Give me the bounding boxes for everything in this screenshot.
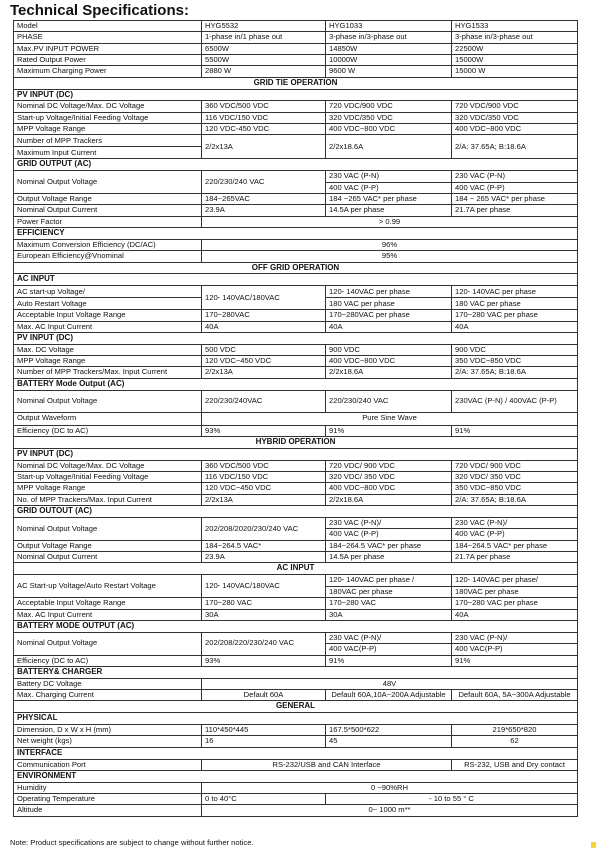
spec-value-line: 400 VAC (P-P) <box>452 182 577 192</box>
spec-row <box>14 666 578 678</box>
spec-value: 14.5A per phase <box>326 205 452 216</box>
spec-value: 184~264.5 VAC* per phase <box>326 540 452 551</box>
spec-label: MPP Voltage Range <box>14 356 202 367</box>
spec-row <box>14 378 578 390</box>
spec-value: 720 VDC/900 VDC <box>452 101 578 112</box>
spec-label: Maximum Charging Power <box>14 66 202 77</box>
spec-row <box>14 448 578 460</box>
spec-row <box>14 32 578 43</box>
spec-value: 10000W <box>326 55 452 66</box>
spec-value: - 10 to 55 ° C <box>326 794 578 805</box>
spec-value-line: 180VAC per phase <box>452 586 577 596</box>
spec-row <box>14 412 578 425</box>
spec-value: 21.7A per phase <box>452 205 578 216</box>
spec-value: 116 VDC/150 VDC <box>202 471 326 482</box>
section-header: GRID OUTPUT (AC) <box>14 159 578 171</box>
spec-label: Nominal DC Voltage/Max. DC Voltage <box>14 101 202 112</box>
spec-label: Operating Temperature <box>14 794 202 805</box>
spec-label: Power Factor <box>14 216 202 227</box>
spec-row <box>14 713 578 725</box>
spec-label: Altitude <box>14 805 202 816</box>
spec-value: 110*450*445 <box>202 725 326 736</box>
corner-mark <box>591 842 596 848</box>
spec-value: 350 VDC~850 VDC <box>452 483 578 494</box>
section-header: INTERFACE <box>14 747 578 759</box>
spec-value: 40A <box>452 321 578 332</box>
page-title: Technical Specifications: <box>10 2 189 19</box>
spec-value: 2880 W <box>202 66 326 77</box>
spec-label: Number of MPP Trackers/Max. Input Current <box>14 367 202 378</box>
spec-row <box>14 344 578 355</box>
spec-label: Efficiency (DC to AC) <box>14 655 202 666</box>
section-header: BATTERY MODE OUTPUT (AC) <box>14 620 578 632</box>
spec-label: Nominal DC Voltage/Max. DC Voltage <box>14 460 202 471</box>
spec-value: 320 VDC/ 350 VDC <box>452 471 578 482</box>
spec-value: HYG1033 <box>326 21 452 32</box>
spec-row <box>14 794 578 805</box>
spec-label: MPP Voltage Range <box>14 124 202 135</box>
spec-label: Start-up Voltage/Initial Feeding Voltage <box>14 112 202 123</box>
spec-value: 23.9A <box>202 552 326 563</box>
spec-value-line: 120- 140VAC per phase/ <box>455 575 539 585</box>
spec-row <box>14 159 578 171</box>
spec-row <box>14 55 578 66</box>
spec-value: 170~280 VAC per phase <box>452 310 578 321</box>
spec-value <box>452 517 578 540</box>
spec-value: 2/A: 37.65A; B:18.6A <box>452 367 578 378</box>
spec-row <box>14 690 578 701</box>
spec-row <box>14 759 578 770</box>
spec-row <box>14 805 578 816</box>
spec-value: 0 ~90%RH <box>202 782 578 793</box>
spec-label: AC start-up Voltage/ <box>14 286 202 298</box>
spec-value: 184~264.5 VAC* per phase <box>452 540 578 551</box>
spec-value: 0 to 40°C <box>202 794 326 805</box>
spec-value: 720 VDC/ 900 VDC <box>452 460 578 471</box>
spec-label: Nominal Output Current <box>14 205 202 216</box>
spec-value: 16 <box>202 736 326 747</box>
spec-label: Efficiency (DC to AC) <box>14 425 202 436</box>
spec-row <box>14 239 578 250</box>
spec-table-body <box>14 21 578 817</box>
spec-label: Output Voltage Range <box>14 540 202 551</box>
spec-label: No. of MPP Trackers/Max. Input Current <box>14 494 202 505</box>
spec-value: 30A <box>202 609 326 620</box>
spec-value: 2/2x13A <box>202 494 326 505</box>
spec-label: European Efficiency@Vnominal <box>14 251 202 262</box>
spec-row <box>14 356 578 367</box>
spec-value: 40A <box>452 609 578 620</box>
spec-row <box>14 274 578 286</box>
spec-value: 22500W <box>452 43 578 54</box>
spec-value: 1-phase in/1 phase out <box>202 32 326 43</box>
spec-value: 48V <box>202 678 578 689</box>
spec-table <box>13 20 578 817</box>
spec-value: 2/2x18.6A <box>326 367 452 378</box>
spec-value: 120- 140VAC/180VAC <box>202 286 326 310</box>
spec-value: Pure Sine Wave <box>202 412 578 425</box>
spec-value <box>452 632 578 655</box>
spec-value: 14850W <box>326 43 452 54</box>
spec-row <box>14 205 578 216</box>
spec-value: 95% <box>202 251 578 262</box>
spec-row <box>14 575 578 598</box>
spec-value: 2/2x18.6A <box>326 494 452 505</box>
section-header: BATTERY& CHARGER <box>14 666 578 678</box>
spec-value: 184~264.5 VAC* <box>202 540 326 551</box>
spec-value: 360 VDC/500 VDC <box>202 460 326 471</box>
spec-row <box>14 332 578 344</box>
spec-value: 2/A: 37.65A; B:18.6A <box>452 494 578 505</box>
spec-row <box>14 770 578 782</box>
spec-value: 120- 140VAC per phase <box>452 286 578 298</box>
spec-label: Nominal Output Current <box>14 552 202 563</box>
spec-label: MPP Voltage Range <box>14 483 202 494</box>
spec-row <box>14 89 578 101</box>
spec-label: Maximum Conversion Efficiency (DC/AC) <box>14 239 202 250</box>
spec-row <box>14 701 578 713</box>
spec-value <box>452 171 578 194</box>
spec-value: 360 VDC/500 VDC <box>202 101 326 112</box>
spec-value-line: 180VAC per phase <box>326 586 451 596</box>
spec-row <box>14 66 578 77</box>
spec-value: Default 60A <box>202 690 326 701</box>
spec-value-line: 230 VAC (P-N)/ <box>329 517 382 527</box>
spec-value: 170~280 VAC <box>202 598 326 609</box>
spec-value: 93% <box>202 655 326 666</box>
spec-value: 900 VDC <box>326 344 452 355</box>
spec-label: Acceptable Input Voltage Range <box>14 598 202 609</box>
spec-value: 96% <box>202 239 578 250</box>
spec-row <box>14 43 578 54</box>
spec-value: 170~280 VAC <box>326 598 452 609</box>
spec-value-line: 400 VAC (P-P) <box>452 528 577 538</box>
spec-value: 180 VAC per phase <box>326 298 452 310</box>
spec-value: 900 VDC <box>452 344 578 355</box>
operation-mode-header: GENERAL <box>14 701 578 713</box>
spec-row <box>14 425 578 436</box>
spec-row <box>14 251 578 262</box>
spec-value-line: 230 VAC (P-N) <box>455 171 506 181</box>
spec-value: 5500W <box>202 55 326 66</box>
section-header: GRID OUTOUT (AC) <box>14 505 578 517</box>
spec-label: Nominal Output Voltage <box>14 632 202 655</box>
spec-value: HYG5532 <box>202 21 326 32</box>
spec-value: 320 VDC/ 350 VDC <box>326 471 452 482</box>
spec-value: 23.9A <box>202 205 326 216</box>
spec-label: Max. Charging Current <box>14 690 202 701</box>
spec-value: 93% <box>202 425 326 436</box>
spec-row <box>14 563 578 575</box>
spec-value: 120 VDC-450 VDC <box>202 124 326 135</box>
spec-row <box>14 228 578 240</box>
spec-row <box>14 655 578 666</box>
spec-value: 120- 140VAC per phase <box>326 286 452 298</box>
spec-value: HYG1533 <box>452 21 578 32</box>
section-header: BATTERY Mode Output (AC) <box>14 378 578 390</box>
spec-value: 0~ 1000 m** <box>202 805 578 816</box>
spec-row <box>14 725 578 736</box>
spec-value: 3-phase in/3-phase out <box>452 32 578 43</box>
spec-row <box>14 112 578 123</box>
spec-value: 2/2x13A <box>202 367 326 378</box>
spec-row <box>14 620 578 632</box>
spec-value: 120 VDC~450 VDC <box>202 356 326 367</box>
spec-value: 220/230/240 VAC <box>202 171 326 194</box>
spec-row <box>14 483 578 494</box>
spec-row <box>14 216 578 227</box>
spec-label: Communication Port <box>14 759 202 770</box>
spec-value: 91% <box>326 655 452 666</box>
spec-label: Acceptable Input Voltage Range <box>14 310 202 321</box>
spec-value-line: 400 VAC(P-P) <box>326 643 451 653</box>
spec-value: 220/230/240VAC <box>202 390 326 412</box>
spec-label: Auto Restart Voltage <box>14 298 202 310</box>
spec-label: Nominal Output Voltage <box>14 171 202 194</box>
spec-value: 170~280 VAC per phase <box>452 598 578 609</box>
spec-value: 400 VDC~800 VDC <box>452 124 578 135</box>
spec-value <box>452 575 578 598</box>
spec-value: 500 VDC <box>202 344 326 355</box>
spec-row <box>14 194 578 205</box>
spec-value: 219*650*820 <box>452 725 578 736</box>
spec-label: Number of MPP Trackers <box>14 135 202 147</box>
spec-value: 91% <box>452 425 578 436</box>
spec-value: 167.5*500*622 <box>326 725 452 736</box>
spec-value: 30A <box>326 609 452 620</box>
spec-label: Net weight (kgs) <box>14 736 202 747</box>
spec-value-line: 400 VAC (P-P) <box>326 182 451 192</box>
spec-label: Output Waveform <box>14 412 202 425</box>
spec-value: 184~265VAC <box>202 194 326 205</box>
section-header: EFFICIENCY <box>14 228 578 240</box>
spec-value <box>326 632 452 655</box>
spec-row <box>14 471 578 482</box>
spec-value: 120 VDC~450 VDC <box>202 483 326 494</box>
spec-value-line: 230 VAC (P-N) <box>329 171 380 181</box>
spec-value: RS-232, USB and Dry contact <box>452 759 578 770</box>
footnote: Note: Product specifications are subject to change without further notice. <box>10 838 254 847</box>
spec-row <box>14 262 578 274</box>
spec-label: AC Start-up Voltage/Auto Restart Voltage <box>14 575 202 598</box>
section-header: PV INPUT (DC) <box>14 332 578 344</box>
spec-value: 400 VDC~800 VDC <box>326 483 452 494</box>
spec-row <box>14 286 578 298</box>
spec-value: 120- 140VAC/180VAC <box>202 575 326 598</box>
spec-row <box>14 21 578 32</box>
spec-value: 40A <box>326 321 452 332</box>
spec-value: 3-phase in/3-phase out <box>326 32 452 43</box>
spec-value: 9600 W <box>326 66 452 77</box>
spec-value: 21.7A per phase <box>452 552 578 563</box>
operation-mode-header: HYBRID OPERATION <box>14 436 578 448</box>
spec-row <box>14 505 578 517</box>
spec-row <box>14 77 578 89</box>
spec-row <box>14 367 578 378</box>
spec-label: Output Voltage Range <box>14 194 202 205</box>
spec-value: 2/2x18.6A <box>326 135 452 159</box>
spec-row <box>14 124 578 135</box>
spec-row <box>14 494 578 505</box>
spec-row <box>14 517 578 540</box>
spec-row <box>14 598 578 609</box>
operation-mode-header: OFF GRID OPERATION <box>14 262 578 274</box>
spec-row <box>14 747 578 759</box>
spec-value: 202/208/220/230/240 VAC <box>202 632 326 655</box>
spec-value: 15000W <box>452 55 578 66</box>
spec-row <box>14 736 578 747</box>
spec-value: 230VAC (P-N) / 400VAC (P-P) <box>452 390 578 412</box>
spec-value: 202/208/2020/230/240 VAC <box>202 517 326 540</box>
spec-value-line: 120- 140VAC per phase / <box>329 575 415 585</box>
spec-row <box>14 135 578 147</box>
spec-value: 170~280VAC <box>202 310 326 321</box>
spec-value: 40A <box>202 321 326 332</box>
spec-value: 2/A: 37.65A; B:18.6A <box>452 135 578 159</box>
spec-label: Nominal Output Voltage <box>14 390 202 412</box>
spec-label: Max.PV INPUT POWER <box>14 43 202 54</box>
spec-label: Dimension, D x W x H (mm) <box>14 725 202 736</box>
section-header: PV INPUT (DC) <box>14 89 578 101</box>
spec-value-line: 230 VAC (P-N)/ <box>329 632 382 642</box>
spec-value-line: 230 VAC (P-N)/ <box>455 517 508 527</box>
spec-value: 400 VDC~800 VDC <box>326 124 452 135</box>
spec-value: 91% <box>452 655 578 666</box>
spec-value <box>326 575 452 598</box>
section-header: ENVIRONMENT <box>14 770 578 782</box>
spec-label: Maximum Input Current <box>14 147 202 159</box>
spec-value: 720 VDC/900 VDC <box>326 101 452 112</box>
spec-label: Max. AC Input Current <box>14 321 202 332</box>
spec-label: Max. DC Voltage <box>14 344 202 355</box>
spec-label: Start-up Voltage/Initial Feeding Voltage <box>14 471 202 482</box>
spec-value: 220/230/240 VAC <box>326 390 452 412</box>
spec-label: Rated Output Power <box>14 55 202 66</box>
spec-value: RS-232/USB and CAN Interface <box>202 759 452 770</box>
spec-value: 170~280VAC per phase <box>326 310 452 321</box>
spec-value: 350 VDC~850 VDC <box>452 356 578 367</box>
spec-value: Default 60A, 5A~300A Adjustable <box>452 690 578 701</box>
spec-row <box>14 678 578 689</box>
spec-value: 180 VAC per phase <box>452 298 578 310</box>
spec-value-line: 230 VAC (P-N)/ <box>455 632 508 642</box>
spec-value: 2/2x13A <box>202 135 326 159</box>
spec-row <box>14 540 578 551</box>
spec-label: Max. AC Input Current <box>14 609 202 620</box>
spec-value: 320 VDC/350 VDC <box>326 112 452 123</box>
spec-value: 116 VDC/150 VDC <box>202 112 326 123</box>
spec-value: 320 VDC/350 VDC <box>452 112 578 123</box>
spec-row <box>14 321 578 332</box>
spec-value: 6500W <box>202 43 326 54</box>
spec-row <box>14 632 578 655</box>
spec-label: Model <box>14 21 202 32</box>
spec-value-line: 400 VAC(P-P) <box>452 643 577 653</box>
spec-value-line: 400 VAC (P-P) <box>326 528 451 538</box>
spec-row <box>14 101 578 112</box>
spec-label: PHASE <box>14 32 202 43</box>
spec-value: 62 <box>452 736 578 747</box>
spec-value <box>326 171 452 194</box>
spec-row <box>14 310 578 321</box>
operation-mode-header: AC INPUT <box>14 563 578 575</box>
spec-value: 15000 W <box>452 66 578 77</box>
spec-row <box>14 436 578 448</box>
spec-row <box>14 609 578 620</box>
spec-label: Battery DC Voltage <box>14 678 202 689</box>
spec-value: 184 ~265 VAC* per phase <box>326 194 452 205</box>
spec-row <box>14 390 578 412</box>
section-header: PV INPUT (DC) <box>14 448 578 460</box>
spec-value: 184 ~ 265 VAC* per phase <box>452 194 578 205</box>
spec-label: Nominal Output Voltage <box>14 517 202 540</box>
section-header: PHYSICAL <box>14 713 578 725</box>
spec-row <box>14 552 578 563</box>
section-header: AC INPUT <box>14 274 578 286</box>
spec-value: 400 VDC~800 VDC <box>326 356 452 367</box>
spec-value: 720 VDC/ 900 VDC <box>326 460 452 471</box>
spec-row <box>14 460 578 471</box>
spec-value: > 0.99 <box>202 216 578 227</box>
spec-label: Humidity <box>14 782 202 793</box>
spec-value: Default 60A,10A~200A Adjustable <box>326 690 452 701</box>
spec-value <box>326 517 452 540</box>
spec-row <box>14 171 578 194</box>
operation-mode-header: GRID TIE OPERATION <box>14 77 578 89</box>
spec-row <box>14 782 578 793</box>
spec-value: 45 <box>326 736 452 747</box>
spec-value: 91% <box>326 425 452 436</box>
spec-value: 14.5A per phase <box>326 552 452 563</box>
